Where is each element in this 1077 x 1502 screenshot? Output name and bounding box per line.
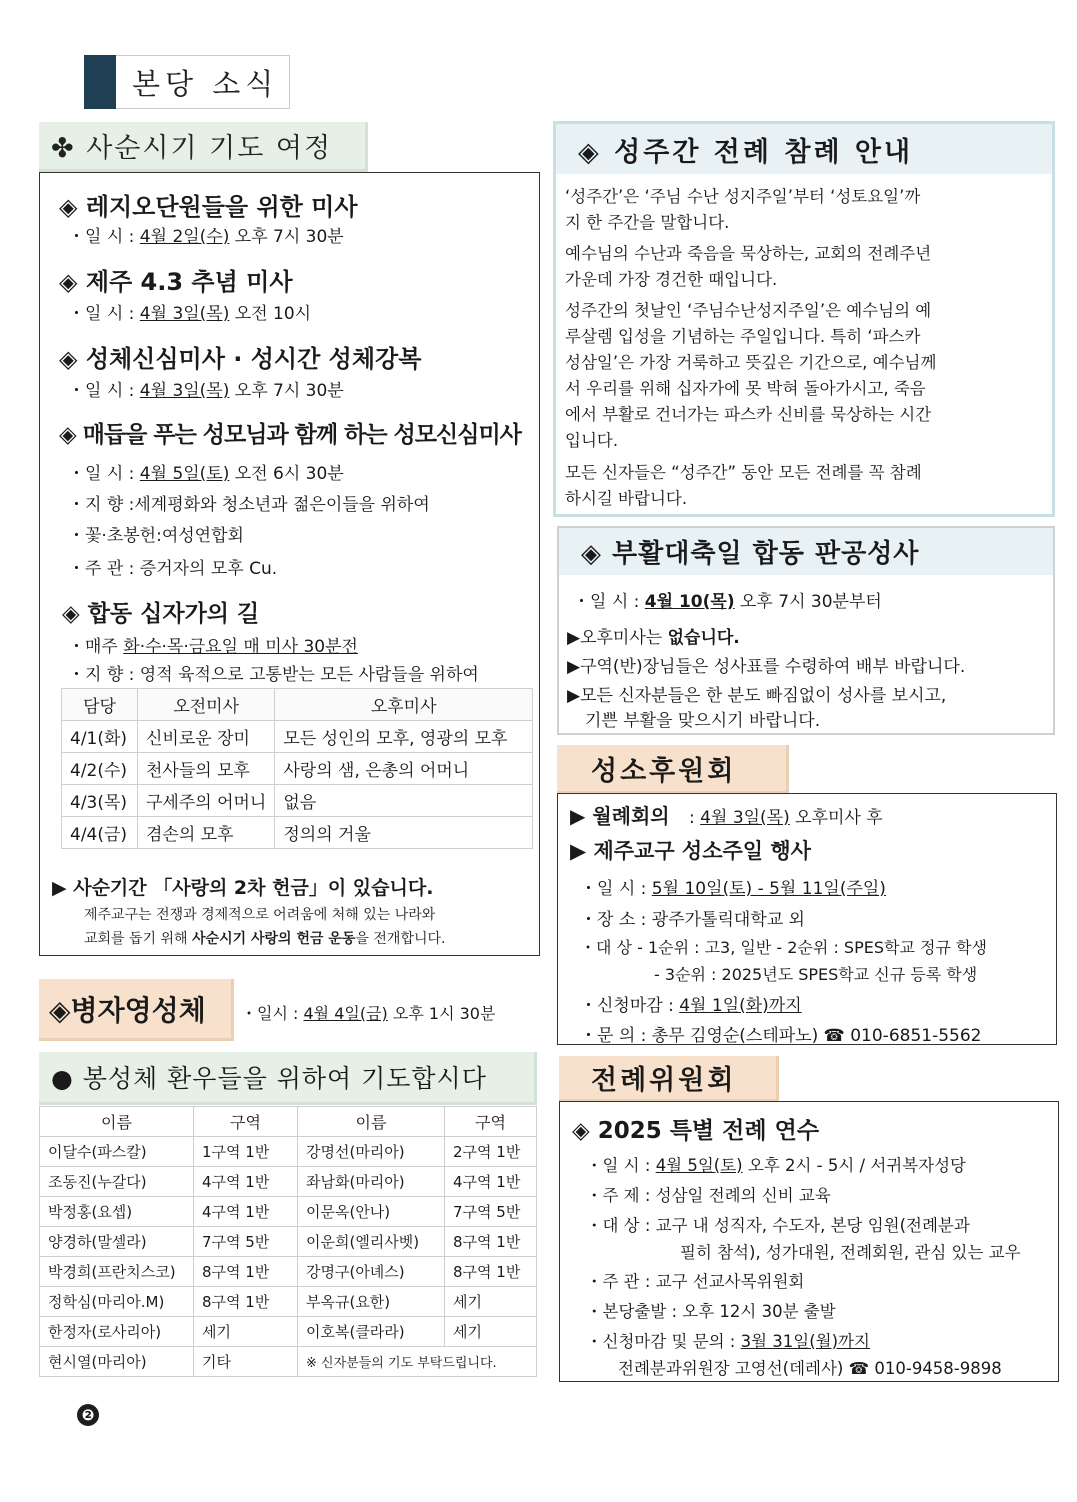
holy-week-text: 예수님의 수난과 죽음을 묵상하는, 교회의 전례주년 — [565, 244, 932, 263]
offering-desc-1: 제주교구는 전쟁과 경제적으로 어려움에 처해 있는 나라와 — [84, 907, 436, 923]
stations-table — [61, 688, 533, 849]
sanct-date: ・일 시 : 5월 10일(토) - 5월 11일(주일) — [580, 879, 886, 899]
liturgy-depart: ・본당출발 : 오후 12시 30분 출발 — [586, 1302, 836, 1321]
easter-box — [557, 526, 1055, 735]
sanct-meeting-date: 4월 3일(목) — [700, 808, 790, 828]
marian-title: ◈ 매듭을 푸는 성모님과 함께 하는 성모신심미사 — [59, 422, 521, 448]
easter-note-3: ▶모든 신자분들은 한 분도 빠짐없이 성사를 보시고, — [567, 686, 947, 706]
easter-date: 4월 10(목) — [644, 592, 735, 612]
liturgy-title: ◈ 2025 특별 전례 연수 — [572, 1118, 820, 1144]
sanct-deadline: ・신청마감 : 4월 1일(화)까지 — [580, 996, 802, 1016]
holy-week-text: 가운데 가장 경건한 때입니다. — [565, 270, 778, 289]
sick-comm-date: 4월 4일(금) — [303, 1004, 388, 1023]
table-row: 조동진(누갈다) 4구역 1반 좌남화(마리아) 4구역 1반 — [40, 1167, 537, 1197]
marian-host: ・주 관 : 증거자의 모후 Cu. — [68, 559, 278, 579]
holy-week-text: ‘성주간’은 ‘주님 수난 성지주일’부터 ‘성토요일’까 — [565, 187, 921, 206]
liturgy-box — [559, 1101, 1059, 1382]
liturgy-theme: ・주 제 : 성삼일 전례의 신비 교육 — [586, 1186, 831, 1205]
holy-week-header: ◈ 성주간 전례 참례 안내 — [556, 124, 1052, 174]
holy-week-box — [553, 121, 1055, 517]
sick-comm-header: ◈병자영성체 — [39, 979, 234, 1041]
legio-title: ◈ 레지오단원들을 위한 미사 — [59, 193, 358, 221]
marian-intention: ・지 향 :세계평화와 청소년과 젊은이들을 위하여 — [68, 495, 430, 515]
easter-note-4: 기쁜 부활을 맞으시기 바랍니다. — [585, 711, 821, 731]
holy-week-text: 성주간의 첫날인 ‘주님수난성지주일’은 예수님의 예 — [565, 301, 932, 320]
table-row: 한정자(로사리아) 세기 이호복(클라라) 세기 — [40, 1317, 537, 1347]
marian-datetime: ・일 시 : 4월 5일(토) 오전 6시 30분 — [68, 464, 344, 484]
liturgy-header: 전례위원회 — [559, 1056, 779, 1102]
stations-intention: ・지 향 : 영적 육적으로 고통받는 모든 사람들을 위하여 — [68, 665, 479, 685]
table-row: 현시열(마리아) 기타 ※ 신자분들의 기도 부탁드립니다. — [40, 1347, 537, 1377]
table-row: 4/3(목) 구세주의 어머니 없음 — [62, 785, 533, 817]
prayer-table — [39, 1106, 537, 1377]
holy-week-text: 하시길 바랍니다. — [565, 489, 688, 508]
stations-schedule: ・매주 화·수·목·금요일 매 미사 30분전 — [68, 637, 358, 657]
table-row: 4/1(화) 신비로운 장미 모든 성인의 모후, 영광의 모후 — [62, 721, 533, 753]
jeju-datetime: ・일 시 : 4월 3일(목) 오전 10시 — [68, 304, 312, 324]
sanct-meeting: ▶ 월례회의 : 4월 3일(목) 오후미사 후 — [570, 804, 883, 828]
liturgy-contact: 전례분과위원장 고영선(데레사) ☎ 010-9458-9898 — [618, 1359, 1002, 1378]
prayer-section-header: ● 봉성체 환우들을 위하여 기도합시다 — [39, 1052, 537, 1105]
liturgy-date: ・일 시 : 4월 5일(토) 오후 2시 - 5시 / 서귀복자성당 — [586, 1156, 966, 1175]
holy-week-text: 서 우리를 위해 십자가에 못 박혀 돌아가시고, 죽음 — [565, 379, 926, 398]
sanct-event-title: ▶ 제주교구 성소주일 행사 — [570, 839, 811, 863]
page-header — [84, 55, 290, 109]
legio-time: 오후 7시 30분 — [234, 227, 344, 247]
sanct-target-1: ・대 상 - 1순위 : 고3, 일반 - 2순위 : SPES학교 정규 학생 — [580, 938, 987, 957]
marian-date: 4월 5일(토) — [139, 464, 230, 484]
lent-box — [39, 172, 540, 956]
header-accent-bar — [84, 55, 116, 109]
table-row: 양경하(말셀라) 7구역 5반 이운희(엘리사벳) 8구역 1반 — [40, 1227, 537, 1257]
easter-note-2: ▶구역(반)장님들은 성사표를 수령하여 배부 바랍니다. — [567, 657, 966, 677]
offering-title: ▶ 사순기간 「사랑의 2차 헌금」이 있습니다. — [52, 877, 434, 899]
holy-week-text: 성삼일’은 가장 거룩하고 뜻깊은 기간으로, 예수님께 — [565, 353, 937, 372]
sick-comm-datetime: ・일시 : 4월 4일(금) 오후 1시 30분 — [241, 1004, 496, 1023]
sanct-place: ・장 소 : 광주가톨릭대학교 외 — [580, 910, 805, 930]
table-row: 이달수(파스칼) 1구역 1반 강명선(마리아) 2구역 1반 — [40, 1137, 537, 1167]
easter-time: 오후 7시 30분부터 — [740, 592, 882, 612]
page-number: ❷ — [77, 1404, 99, 1426]
easter-note-1: ▶오후미사는 없습니다. — [567, 628, 740, 648]
adoration-datetime: ・일 시 : 4월 3일(목) 오후 7시 30분 — [68, 381, 344, 401]
marian-time: 오전 6시 30분 — [234, 464, 344, 484]
sanct-target-2: - 3순위 : 2025년도 SPES학교 신규 등록 학생 — [654, 965, 978, 984]
jeju-title: ◈ 제주 4.3 추념 미사 — [59, 268, 293, 296]
liturgy-host: ・주 관 : 교구 선교사목위원회 — [586, 1272, 805, 1291]
jeju-time: 오전 10시 — [234, 304, 312, 324]
table-row: 4/2(수) 천사들의 모후 사랑의 샘, 은총의 어머니 — [62, 753, 533, 785]
stations-title: ◈ 합동 십자가의 길 — [62, 601, 260, 627]
holy-week-text: 모든 신자들은 “성주간” 동안 모든 전례를 꼭 참례 — [565, 463, 922, 482]
jeju-date: 4월 3일(목) — [139, 304, 230, 324]
adoration-time: 오후 7시 30분 — [234, 381, 344, 401]
page-title: 본당 소식 — [132, 66, 279, 101]
sanct-contact: ・문 의 : 총무 김영순(스테파노) ☎ 010-6851-5562 — [580, 1026, 982, 1046]
liturgy-deadline: ・신청마감 및 문의 : 3월 31일(월)까지 — [586, 1332, 870, 1351]
legio-date: 4월 2일(수) — [139, 227, 230, 247]
table-row: 정학심(마리아.M) 8구역 1반 부옥규(요한) 세기 — [40, 1287, 537, 1317]
holy-week-text: 루살렘 입성을 기념하는 주일입니다. 특히 ‘파스카 — [565, 327, 921, 346]
liturgy-target-1: ・대 상 : 교구 내 성직자, 수도자, 본당 임원(전례분과 — [586, 1216, 970, 1235]
marian-flowers: ・꽃·초봉헌:여성연합회 — [68, 526, 244, 546]
sanct-header: 성소후원회 — [557, 745, 789, 794]
easter-datetime: ・일 시 : 4월 10(목) 오후 7시 30분부터 — [573, 592, 882, 612]
table-row: 박정홍(요셉) 4구역 1반 이문옥(안나) 7구역 5반 — [40, 1197, 537, 1227]
easter-header: ◈ 부활대축일 합동 판공성사 — [559, 528, 1053, 575]
adoration-title: ◈ 성체신심미사 · 성시간 성체강복 — [59, 345, 422, 373]
offering-desc-2: 교회를 돕기 위해 사순시기 사랑의 헌금 운동을 전개합니다. — [84, 931, 446, 947]
holy-week-text: 에서 부활로 건너가는 파스카 신비를 묵상하는 시간 — [565, 405, 932, 424]
holy-week-text: 지 한 주간을 말합니다. — [565, 213, 730, 232]
liturgy-target-2: 필히 참석), 성가대원, 전례회원, 관심 있는 교우 — [680, 1243, 1021, 1262]
stations-table-header: 담당 오전미사 오후미사 — [62, 689, 533, 721]
holy-week-text: 입니다. — [565, 431, 619, 450]
table-row: 박경희(프란치스코) 8구역 1반 강명구(아녜스) 8구역 1반 — [40, 1257, 537, 1287]
sanct-box — [557, 793, 1057, 1045]
table-row: 4/4(금) 겸손의 모후 정의의 거울 — [62, 817, 533, 849]
lent-header-text: ✤ 사순시기 기도 여정 — [51, 133, 333, 164]
lent-section-header — [39, 122, 368, 172]
sick-comm-time: 오후 1시 30분 — [392, 1004, 496, 1023]
legio-datetime: ・일 시 : 4월 2일(수) 오후 7시 30분 — [68, 227, 344, 247]
prayer-table-header: 이름 구역 이름 구역 — [40, 1107, 537, 1137]
adoration-date: 4월 3일(목) — [139, 381, 230, 401]
